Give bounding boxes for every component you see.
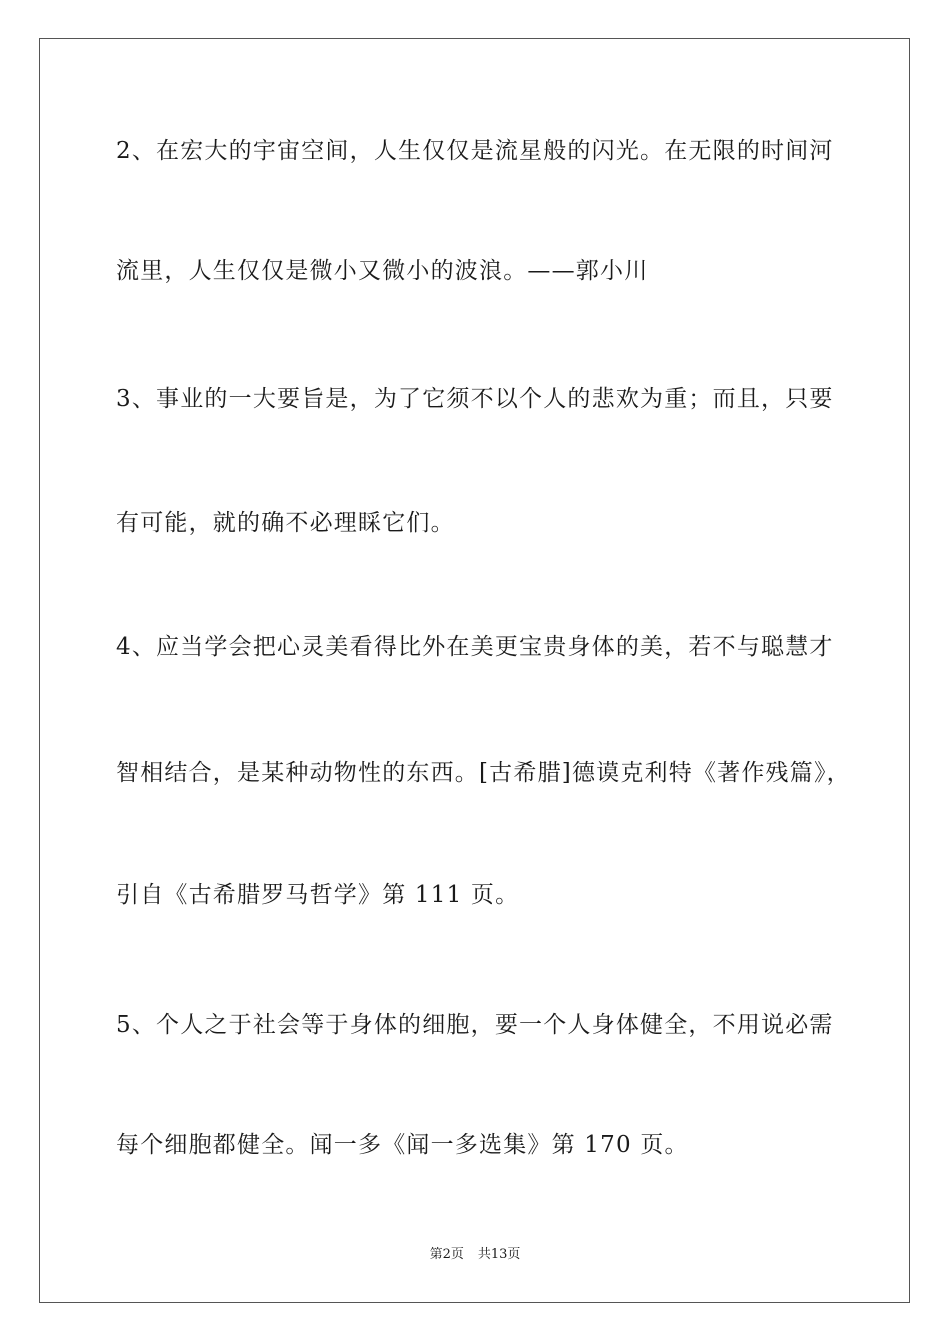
text-line-9: 每个细胞都健全。闻一多《闻一多选集》第 170 页。: [116, 1132, 689, 1158]
text-line-2: 流里，人生仅仅是微小又微小的波浪。——郭小川: [116, 258, 649, 284]
text-line-7: 引自《古希腊罗马哲学》第 111 页。: [116, 882, 520, 908]
text-line-5: 4、应当学会把心灵美看得比外在美更宝贵身体的美，若不与聪慧才: [116, 634, 834, 660]
page-total: 共13页: [477, 1247, 521, 1262]
page-border: [39, 38, 910, 1303]
page-footer: [0, 1246, 950, 1264]
text-line-6: 智相结合，是某种动物性的东西。[古希腊]德谟克利特《著作残篇》，: [116, 760, 851, 786]
page-number: 第2页: [429, 1247, 464, 1262]
text-line-1: 2、在宏大的宇宙空间，人生仅仅是流星般的闪光。在无限的时间河: [116, 138, 834, 164]
text-line-8: 5、个人之于社会等于身体的细胞，要一个人身体健全，不用说必需: [116, 1012, 834, 1038]
text-line-3: 3、事业的一大要旨是，为了它须不以个人的悲欢为重；而且，只要: [116, 386, 834, 412]
text-line-4: 有可能，就的确不必理睬它们。: [116, 510, 455, 536]
